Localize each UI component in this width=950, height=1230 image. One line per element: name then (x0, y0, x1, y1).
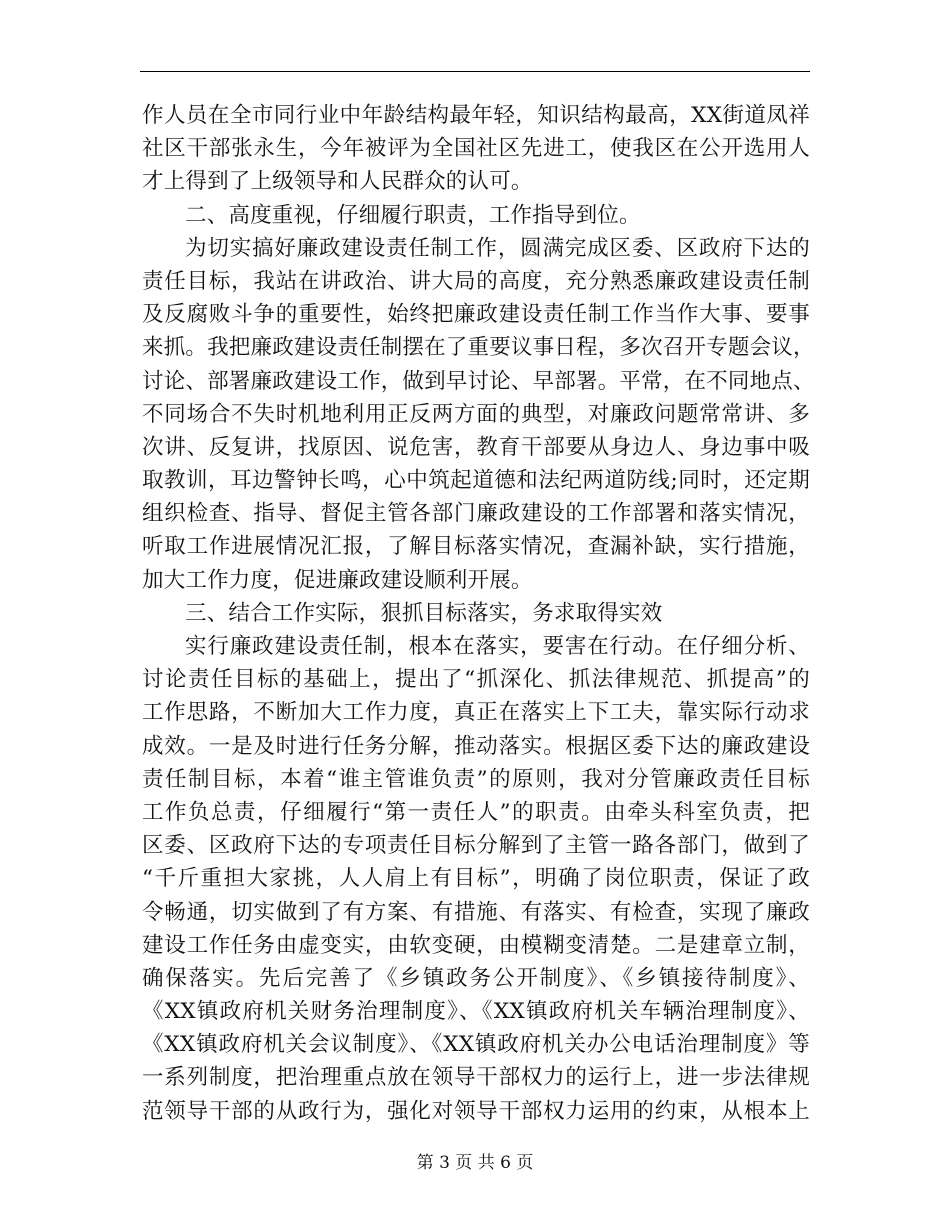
text-line: 不同场合不失时机地利用正反两方面的典型，对廉政问题常常讲、多 (142, 401, 810, 427)
text-line: 组织检查、指导、督促主管各部门廉政建设的工作部署和落实情况， (142, 501, 810, 527)
text-line: 责任目标，我站在讲政治、讲大局的高度，充分熟悉廉政建设责任制 (142, 268, 810, 294)
text-line: 工作负总责，仔细履行“第一责任人”的职责。由牵头科室负责，把 (142, 799, 810, 825)
text-line: 一系列制度，把治理重点放在领导干部权力的运行上，进一步法律规 (142, 1065, 810, 1091)
text-line: 加大工作力度，促进廉政建设顺利开展。 (142, 567, 533, 593)
text-line: 为切实搞好廉政建设责任制工作，圆满完成区委、区政府下达的 (185, 235, 810, 261)
text-line: 讨论责任目标的基础上，提出了“抓深化、抓法律规范、抓提高”的 (142, 667, 810, 693)
text-line: 令畅通，切实做到了有方案、有措施、有落实、有检查，实现了廉政 (142, 899, 810, 925)
text-line: 讨论、部署廉政建设工作，做到早讨论、早部署。平常，在不同地点、 (142, 368, 815, 394)
text-line: 听取工作进展情况汇报，了解目标落实情况，查漏补缺，实行措施， (142, 534, 810, 560)
header-rule (140, 71, 810, 72)
text-line: 成效。一是及时进行任务分解，推动落实。根据区委下达的廉政建设 (142, 733, 810, 759)
text-line: 区委、区政府下达的专项责任目标分解到了主管一路各部门，做到了 (142, 833, 810, 859)
text-line: 取教训，耳边警钟长鸣，心中筑起道德和法纪两道防线;同时，还定期 (142, 468, 810, 494)
text-line: 建设工作任务由虚变实，由软变硬，由模糊变清楚。二是建章立制， (142, 932, 810, 958)
page-number-footer: 第 3 页 共 6 页 (416, 1153, 534, 1173)
text-line: “千斤重担大家挑，人人肩上有目标”，明确了岗位职责，保证了政 (142, 866, 810, 892)
text-line: 二、高度重视，仔细履行职责，工作指导到位。 (185, 202, 641, 228)
text-line: 三、结合工作实际，狠抓目标落实，务求取得实效 (185, 600, 663, 626)
text-line: 确保落实。先后完善了《乡镇政务公开制度》、《乡镇接待制度》、 (142, 965, 810, 991)
text-line: 社区干部张永生，今年被评为全国社区先进工，使我区在公开选用人 (142, 136, 810, 162)
text-line: 才上得到了上级领导和人民群众的认可。 (142, 169, 533, 195)
text-line: 来抓。我把廉政建设责任制摆在了重要议事日程，多次召开专题会议， (142, 335, 815, 361)
text-line: 次讲、反复讲，找原因、说危害，教育干部要从身边人、身边事中吸 (142, 434, 810, 460)
text-line: 作人员在全市同行业中年龄结构最年轻，知识结构最高，XX街道凤祥 (142, 103, 810, 128)
text-line: 及反腐败斗争的重要性，始终把廉政建设责任制工作当作大事、要事 (142, 302, 810, 328)
text-line: 范领导干部的从政行为，强化对领导干部权力运用的约束，从根本上 (142, 1098, 810, 1124)
text-line: 实行廉政建设责任制，根本在落实，要害在行动。在仔细分析、 (185, 634, 810, 659)
text-line: 工作思路，不断加大工作力度，真正在落实上下工夫，靠实际行动求 (142, 700, 810, 726)
text-line: 《XX镇政府机关会议制度》、《XX镇政府机关办公电话治理制度》等 (142, 1032, 810, 1058)
text-line: 责任制目标，本着“谁主管谁负责”的原则，我对分管廉政责任目标 (142, 766, 810, 792)
document-body (142, 99, 815, 1128)
text-line: 《XX镇政府机关财务治理制度》、《XX镇政府机关车辆治理制度》、 (142, 999, 810, 1025)
